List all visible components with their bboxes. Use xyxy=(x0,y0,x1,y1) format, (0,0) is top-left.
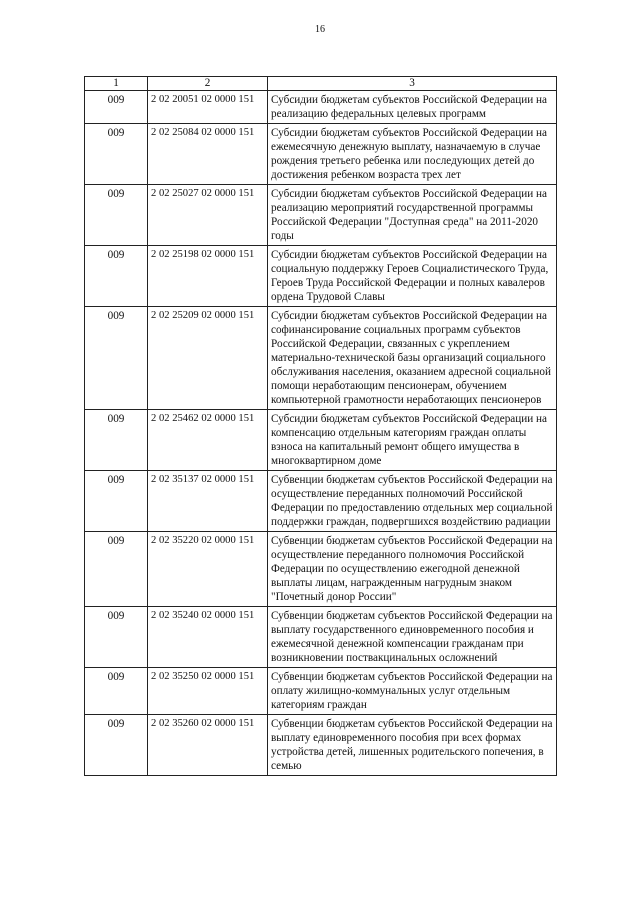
admin-code-cell: 009 xyxy=(85,715,148,776)
revenue-name-cell: Субвенции бюджетам субъектов Российской Федерации на выплату государственного единовременного пособия и ежемесячной денежной компенсации гражданам при возникновении поствакцинальных осложнений xyxy=(268,607,557,668)
admin-code-cell: 009 xyxy=(85,91,148,124)
column-header-1: 1 xyxy=(85,77,148,91)
table-row xyxy=(85,532,557,607)
budget-classification-code-cell: 2 02 35240 02 0000 151 xyxy=(148,607,268,668)
budget-classification-code-cell: 2 02 25198 02 0000 151 xyxy=(148,246,268,307)
budget-classification-code-cell: 2 02 35137 02 0000 151 xyxy=(148,471,268,532)
revenue-name-cell: Субвенции бюджетам субъектов Российской Федерации на оплату жилищно-коммунальных услуг отдельным категориям граждан xyxy=(268,668,557,715)
revenue-name-cell: Субсидии бюджетам субъектов Российской Федерации на ежемесячную денежную выплату, назначаемую в случае рождения третьего ребенка или последующих детей до достижения ребенком возраста трех лет xyxy=(268,124,557,185)
budget-revenue-table xyxy=(84,76,557,776)
table-row xyxy=(85,246,557,307)
table-row xyxy=(85,607,557,668)
revenue-name-cell: Субсидии бюджетам субъектов Российской Федерации на софинансирование социальных программ субъектов Российской Федерации, связанных с укреплением материально-технической базы организаций социального обслуживания населения, оказанием адресной социальной помощи неработающим пенсионерам, обучением компьютерной грамотности неработающих пенсионеров xyxy=(268,307,557,410)
table-header-row xyxy=(85,77,557,91)
budget-classification-code-cell: 2 02 20051 02 0000 151 xyxy=(148,91,268,124)
budget-classification-code-cell: 2 02 25027 02 0000 151 xyxy=(148,185,268,246)
admin-code-cell: 009 xyxy=(85,246,148,307)
table-row xyxy=(85,307,557,410)
column-header-2: 2 xyxy=(148,77,268,91)
admin-code-cell: 009 xyxy=(85,307,148,410)
admin-code-cell: 009 xyxy=(85,410,148,471)
admin-code-cell: 009 xyxy=(85,124,148,185)
admin-code-cell: 009 xyxy=(85,532,148,607)
budget-classification-code-cell: 2 02 35220 02 0000 151 xyxy=(148,532,268,607)
budget-classification-code-cell: 2 02 25209 02 0000 151 xyxy=(148,307,268,410)
page-number: 16 xyxy=(315,24,325,35)
table-row xyxy=(85,124,557,185)
admin-code-cell: 009 xyxy=(85,607,148,668)
admin-code-cell: 009 xyxy=(85,185,148,246)
budget-classification-code-cell: 2 02 25462 02 0000 151 xyxy=(148,410,268,471)
revenue-name-cell: Субсидии бюджетам субъектов Российской Федерации на социальную поддержку Героев Социалистического Труда, Героев Труда Российской Федерации и полных кавалеров ордена Трудовой Славы xyxy=(268,246,557,307)
table-row xyxy=(85,91,557,124)
revenue-name-cell: Субсидии бюджетам субъектов Российской Федерации на реализацию мероприятий государственной программы Российской Федерации "Доступная среда" на 2011-2020 годы xyxy=(268,185,557,246)
table-row xyxy=(85,471,557,532)
admin-code-cell: 009 xyxy=(85,668,148,715)
revenue-name-cell: Субвенции бюджетам субъектов Российской Федерации на осуществление переданного полномочия Российской Федерации по осуществлению ежегодной денежной выплаты лицам, награжденным нагрудным знаком "Почетный донор России" xyxy=(268,532,557,607)
revenue-name-cell: Субсидии бюджетам субъектов Российской Федерации на компенсацию отдельным категориям граждан оплаты взноса на капитальный ремонт общего имущества в многоквартирном доме xyxy=(268,410,557,471)
table-row xyxy=(85,410,557,471)
table-row xyxy=(85,185,557,246)
table-row xyxy=(85,715,557,776)
revenue-name-cell: Субвенции бюджетам субъектов Российской Федерации на осуществление переданных полномочий Российской Федерации по предоставлению отдельных мер социальной поддержки граждан, подвергшихся воздействию радиации xyxy=(268,471,557,532)
budget-classification-code-cell: 2 02 35260 02 0000 151 xyxy=(148,715,268,776)
column-header-3: 3 xyxy=(268,77,557,91)
budget-classification-code-cell: 2 02 35250 02 0000 151 xyxy=(148,668,268,715)
budget-classification-code-cell: 2 02 25084 02 0000 151 xyxy=(148,124,268,185)
admin-code-cell: 009 xyxy=(85,471,148,532)
revenue-name-cell: Субсидии бюджетам субъектов Российской Федерации на реализацию федеральных целевых программ xyxy=(268,91,557,124)
table-row xyxy=(85,668,557,715)
revenue-name-cell: Субвенции бюджетам субъектов Российской Федерации на выплату единовременного пособия при всех формах устройства детей, лишенных родительского попечения, в семью xyxy=(268,715,557,776)
